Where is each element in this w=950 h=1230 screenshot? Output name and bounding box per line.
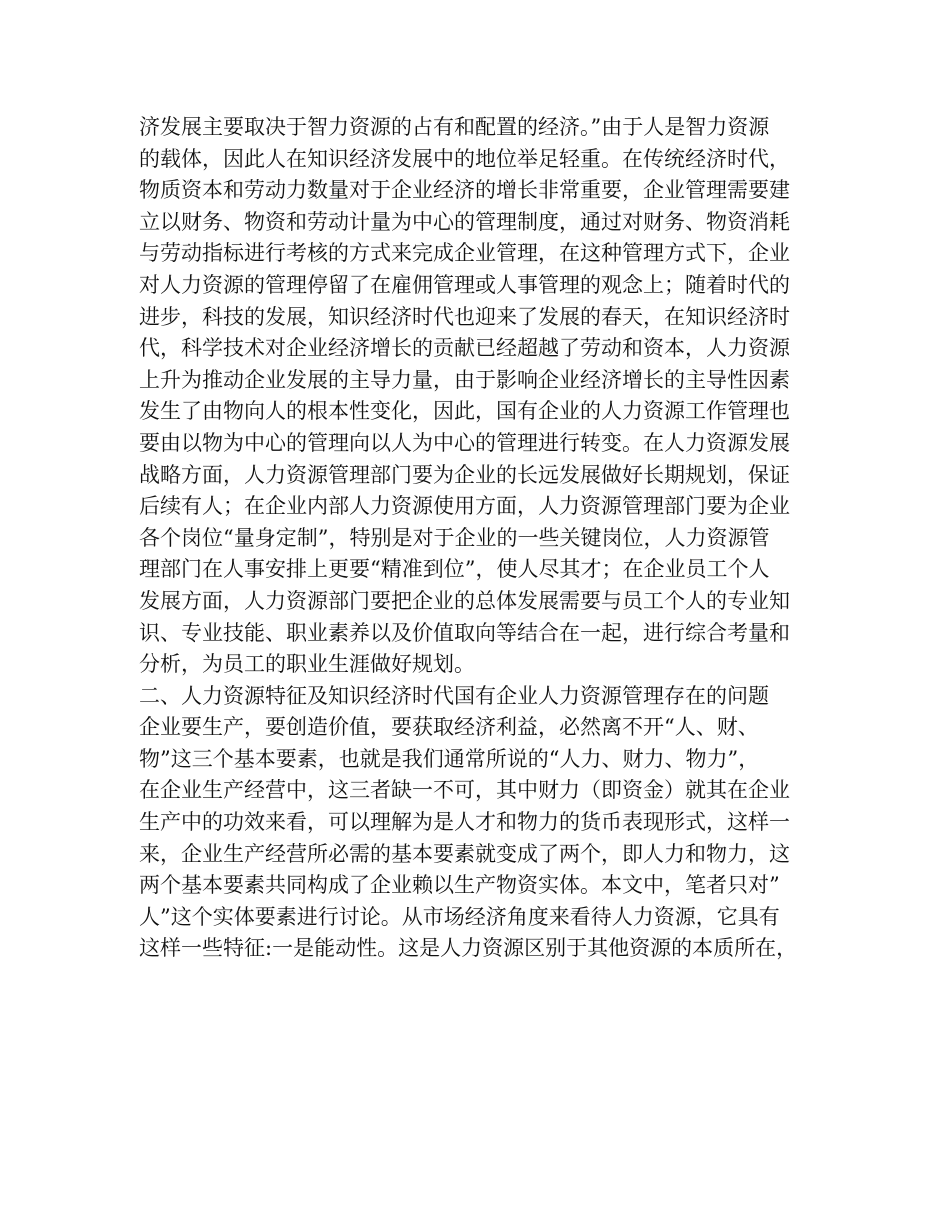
- text-line: 进步，科技的发展，知识经济时代也迎来了发展的春天，在知识经济时: [139, 304, 790, 329]
- text-line: 理部门在人事安排上更要“精准到位”，使人尽其才；在企业员工个人: [139, 557, 770, 582]
- text-line: 物”这三个基本要素，也就是我们通常所说的“人力、财力、物力”，: [139, 746, 760, 771]
- text-line: 代，科学技术对企业经济增长的贡献已经超越了劳动和资本，人力资源: [139, 336, 790, 361]
- text-line: 的载体，因此人在知识经济发展中的地位举足轻重。在传统经济时代，: [139, 146, 790, 171]
- text-line: 企业要生产，要创造价值，要获取经济利益，必然离不开“人、财、: [139, 715, 759, 740]
- text-line: 生产中的功效来看，可以理解为是人才和物力的货币表现形式，这样一: [139, 810, 790, 835]
- text-line: 战略方面，人力资源管理部门要为企业的长远发展做好长期规划，保证: [139, 462, 790, 487]
- text-line: 对人力资源的管理停留了在雇佣管理或人事管理的观念上；随着时代的: [139, 272, 790, 297]
- text-line: 两个基本要素共同构成了企业赖以生产物资实体。本文中，笔者只对”: [139, 873, 780, 898]
- text-line: 上升为推动企业发展的主导力量，由于影响企业经济增长的主导性因素: [139, 367, 790, 392]
- text-line: 人”这个实体要素进行讨论。从市场经济角度来看待人力资源，它具有: [139, 904, 780, 929]
- text-line: 在企业生产经营中，这三者缺一不可，其中财力（即资金）就其在企业: [139, 778, 790, 803]
- text-line: 立以财务、物资和劳动计量为中心的管理制度，通过对财务、物资消耗: [139, 209, 790, 234]
- text-line: 发展方面，人力资源部门要把企业的总体发展需要与员工个人的专业知: [139, 588, 790, 613]
- text-line: 要由以物为中心的管理向以人为中心的管理进行转变。在人力资源发展: [139, 430, 790, 455]
- section-heading: 二、人力资源特征及知识经济时代国有企业人力资源管理存在的问题: [139, 683, 769, 708]
- text-line: 识、专业技能、职业素养以及价值取向等结合在一起，进行综合考量和: [139, 620, 790, 645]
- text-line: 发生了由物向人的根本性变化，因此，国有企业的人力资源工作管理也: [139, 399, 790, 424]
- text-line: 后续有人；在企业内部人力资源使用方面，人力资源管理部门要为企业: [139, 494, 790, 519]
- text-line: 与劳动指标进行考核的方式来完成企业管理，在这种管理方式下，企业: [139, 241, 790, 266]
- body-text: [139, 112, 829, 965]
- text-line: 物质资本和劳动力数量对于企业经济的增长非常重要，企业管理需要建: [139, 178, 790, 203]
- text-line: 这样一些特征:一是能动性。这是人力资源区别于其他资源的本质所在，: [139, 936, 798, 961]
- text-line: 分析，为员工的职业生涯做好规划。: [139, 652, 475, 677]
- text-line: 各个岗位“量身定制”，特别是对于企业的一些关键岗位，人力资源管: [139, 525, 770, 550]
- text-line: 济发展主要取决于智力资源的占有和配置的经济。”由于人是智力资源: [139, 115, 770, 139]
- text-line: 来，企业生产经营所必需的基本要素就变成了两个，即人力和物力，这: [139, 841, 790, 866]
